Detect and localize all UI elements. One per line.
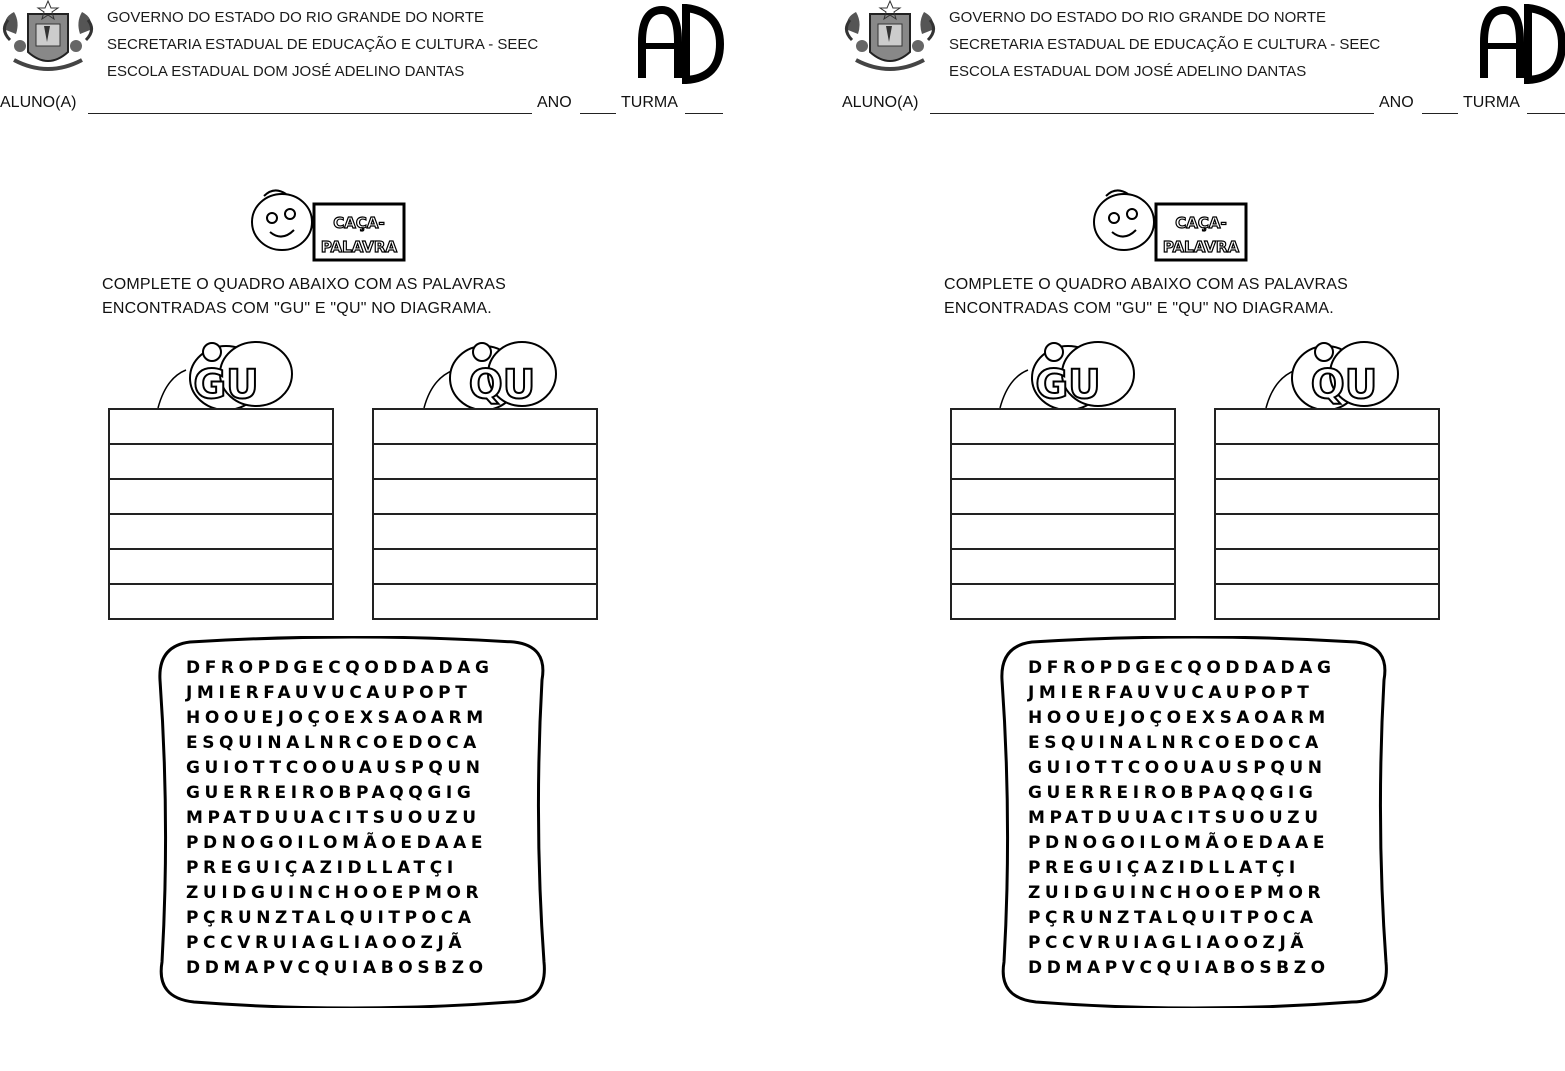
grid-row: HOOUEJOÇOEXSAOARM <box>1028 708 1330 728</box>
grid-row: PREGUIÇAZIDLLATÇI <box>1028 858 1300 878</box>
qu-answer-line[interactable] <box>374 445 596 480</box>
grid-row: GUERREIROBPAQQGIG <box>1028 783 1318 803</box>
instruction-line2: ENCONTRADAS COM "GU" E "QU" NO DIAGRAMA. <box>944 300 1334 317</box>
qu-letters: QU <box>1310 362 1378 408</box>
caca-palavra-badge <box>244 186 408 266</box>
secretariat-line: SECRETARIA ESTADUAL DE EDUCAÇÃO E CULTURA - SEEC <box>107 36 539 53</box>
year-field[interactable] <box>1422 113 1458 114</box>
gu-answer-line[interactable] <box>110 480 332 515</box>
class-field[interactable] <box>1527 113 1565 114</box>
worksheet-left <box>0 0 740 1071</box>
grid-row: JMIERFAUVUCAUPOPT <box>1028 683 1314 703</box>
student-name-label: ALUNO(A) <box>0 94 77 111</box>
school-name-line: ESCOLA ESTADUAL DOM JOSÉ ADELINO DANTAS <box>949 63 1307 80</box>
gu-answer-line[interactable] <box>952 480 1174 515</box>
gu-mascot-icon <box>998 338 1138 408</box>
grid-row: DFROPDGECQODDADAG <box>186 658 494 678</box>
instruction-line1: COMPLETE O QUADRO ABAIXO COM AS PALAVRAS <box>102 276 506 293</box>
qu-mascot-icon <box>420 338 560 408</box>
school-name-line: ESCOLA ESTADUAL DOM JOSÉ ADELINO DANTAS <box>107 63 465 80</box>
student-name-field[interactable] <box>930 113 1374 114</box>
grid-row: PREGUIÇAZIDLLATÇI <box>186 858 458 878</box>
instruction-line1: COMPLETE O QUADRO ABAIXO COM AS PALAVRAS <box>944 276 1348 293</box>
qu-answer-line[interactable] <box>374 550 596 585</box>
grid-row: HOOUEJOÇOEXSAOARM <box>186 708 488 728</box>
gu-answer-line[interactable] <box>110 410 332 445</box>
class-label: TURMA <box>621 94 678 111</box>
student-info-row <box>842 94 1565 116</box>
gu-answer-line[interactable] <box>952 515 1174 550</box>
qu-answer-line[interactable] <box>1216 480 1438 515</box>
gu-answer-line[interactable] <box>110 515 332 550</box>
grid-row: GUIOTTCOOUAUSPQUN <box>186 758 485 778</box>
year-label: ANO <box>1379 94 1414 111</box>
grid-row: DDMAPVCQUIABOSBZO <box>1028 958 1330 978</box>
grid-row: GUIOTTCOOUAUSPQUN <box>1028 758 1327 778</box>
grid-row: ESQUINALNRCOEDOCA <box>1028 733 1323 753</box>
gu-letters: GU <box>193 362 259 408</box>
qu-answer-line[interactable] <box>1216 515 1438 550</box>
class-label: TURMA <box>1463 94 1520 111</box>
gu-answer-line[interactable] <box>952 585 1174 620</box>
grid-row: PÇRUNZTALQUITPOCA <box>186 908 476 928</box>
state-crest-icon <box>0 0 96 78</box>
student-name-label: ALUNO(A) <box>842 94 919 111</box>
gu-mascot-icon <box>156 338 296 408</box>
grid-row: ZUIDGUINCHOOEPMOR <box>186 883 484 903</box>
school-logo-icon <box>636 4 724 84</box>
qu-answer-line[interactable] <box>374 585 596 620</box>
badge-line1: CAÇA- <box>1175 214 1227 232</box>
school-logo-icon <box>1478 4 1565 84</box>
qu-answer-line[interactable] <box>1216 445 1438 480</box>
qu-answer-line[interactable] <box>1216 550 1438 585</box>
instruction-line2: ENCONTRADAS COM "GU" E "QU" NO DIAGRAMA. <box>102 300 492 317</box>
grid-row: JMIERFAUVUCAUPOPT <box>186 683 472 703</box>
qu-answer-line[interactable] <box>1216 585 1438 620</box>
year-label: ANO <box>537 94 572 111</box>
government-line: GOVERNO DO ESTADO DO RIO GRANDE DO NORTE <box>107 9 484 26</box>
qu-answer-line[interactable] <box>374 410 596 445</box>
badge-line2: PALAVRA <box>320 238 398 256</box>
qu-letters: QU <box>468 362 536 408</box>
qu-answer-line[interactable] <box>374 515 596 550</box>
grid-row: PDNOGOILOMÃOEDAAE <box>186 833 488 853</box>
word-search-grid <box>1028 658 1336 983</box>
gu-letters: GU <box>1035 362 1101 408</box>
grid-row: PÇRUNZTALQUITPOCA <box>1028 908 1318 928</box>
grid-row: PCCVRUIAGLIAOOZJÃ <box>1028 933 1309 953</box>
state-crest-icon <box>842 0 938 78</box>
grid-row: PDNOGOILOMÃOEDAAE <box>1028 833 1330 853</box>
qu-answer-line[interactable] <box>1216 410 1438 445</box>
caca-palavra-badge <box>1086 186 1250 266</box>
grid-row: ESQUINALNRCOEDOCA <box>186 733 481 753</box>
grid-row: DFROPDGECQODDADAG <box>1028 658 1336 678</box>
gu-answer-line[interactable] <box>110 585 332 620</box>
qu-word-box <box>1214 408 1440 620</box>
gu-answer-line[interactable] <box>952 410 1174 445</box>
government-line: GOVERNO DO ESTADO DO RIO GRANDE DO NORTE <box>949 9 1326 26</box>
qu-word-box <box>372 408 598 620</box>
gu-answer-line[interactable] <box>110 445 332 480</box>
gu-word-box <box>108 408 334 620</box>
year-field[interactable] <box>580 113 616 114</box>
grid-row: MPATDUUACITSUOUZU <box>1028 808 1323 828</box>
gu-answer-line[interactable] <box>952 445 1174 480</box>
grid-row: GUERREIROBPAQQGIG <box>186 783 476 803</box>
badge-line2: PALAVRA <box>1162 238 1240 256</box>
word-search-grid <box>186 658 494 983</box>
class-field[interactable] <box>685 113 723 114</box>
badge-line1: CAÇA- <box>333 214 385 232</box>
grid-row: ZUIDGUINCHOOEPMOR <box>1028 883 1326 903</box>
qu-answer-line[interactable] <box>374 480 596 515</box>
worksheet-right <box>842 0 1565 1071</box>
student-name-field[interactable] <box>88 113 532 114</box>
qu-mascot-icon <box>1262 338 1402 408</box>
grid-row: MPATDUUACITSUOUZU <box>186 808 481 828</box>
gu-word-box <box>950 408 1176 620</box>
grid-row: PCCVRUIAGLIAOOZJÃ <box>186 933 467 953</box>
secretariat-line: SECRETARIA ESTADUAL DE EDUCAÇÃO E CULTURA - SEEC <box>949 36 1381 53</box>
gu-answer-line[interactable] <box>952 550 1174 585</box>
student-info-row <box>0 94 724 116</box>
grid-row: DDMAPVCQUIABOSBZO <box>186 958 488 978</box>
gu-answer-line[interactable] <box>110 550 332 585</box>
